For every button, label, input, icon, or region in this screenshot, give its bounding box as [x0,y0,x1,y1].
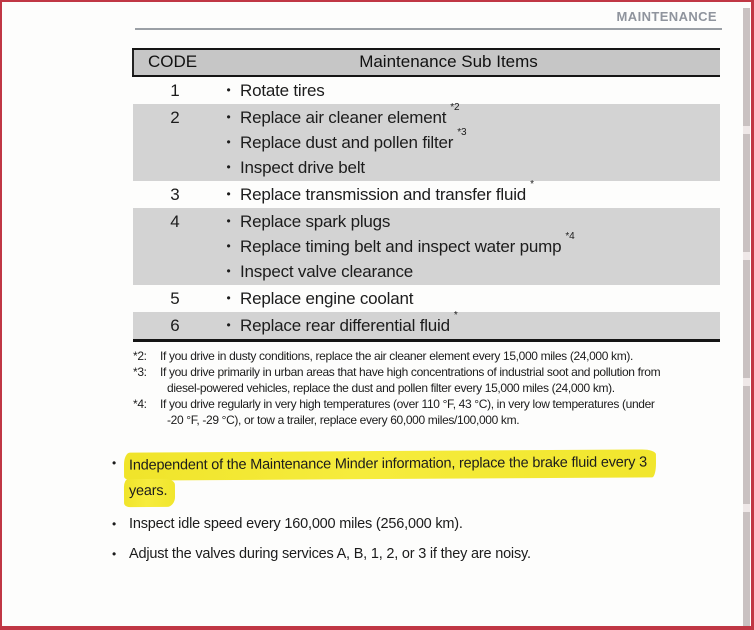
bullet-icon: • [226,291,231,305]
sub-item [217,127,720,155]
code-cell: 1 [170,81,180,100]
sub-item [217,102,720,130]
bullet-icon: • [226,135,231,149]
footnote-marker: *4 [565,231,575,242]
footnote [133,396,745,428]
code-cell: 3 [170,185,180,204]
highlight-marker: years. [124,479,175,507]
footnote-marker: *3 [457,127,467,138]
bullet-icon: • [226,239,231,253]
sub-item-label: Inspect valve clearance [240,262,414,281]
bullet-icon: • [226,214,231,228]
table-row [133,76,720,104]
items-cell [217,76,720,104]
footnote-label: *3: [133,365,147,379]
table-row [133,285,720,312]
sub-item-label: Replace engine coolant [240,289,414,308]
items-cell [217,181,720,208]
sub-item [217,78,720,103]
sub-item [217,209,720,234]
sub-item [217,310,720,338]
bullet-icon: • [226,110,231,124]
footnote-text [160,396,745,428]
sub-item-label: Replace spark plugs [240,212,391,231]
footnote-line: -20 °F, -29 °C), or tow a trailer, replace every 60,000 miles/100,000 km. [167,413,520,427]
footnote-marker: *2 [450,102,460,113]
bullet-icon: • [226,83,231,97]
items-cell [217,312,720,341]
footnote [133,364,745,396]
highlight-marker: Independent of the Maintenance Minder information, replace the brake fluid every 3 [124,449,656,480]
bullet-icon: • [226,318,231,332]
sub-item [217,179,720,207]
table-row [133,104,720,181]
footnote-line: If you drive regularly in very high temperatures (over 110 °F, 43 °C), in very low temperatures (under [160,397,655,411]
footnote-text [160,348,745,364]
bullet-icon: • [112,517,117,531]
list-item-line: Inspect idle speed every 160,000 miles (256,000 km). [129,516,463,532]
bullet-icon: • [226,187,231,201]
footnote-text [160,364,745,396]
bullet-icon: • [112,456,117,470]
list-item-line [129,451,742,479]
code-cell: 5 [170,289,180,308]
page-title: MAINTENANCE [616,9,717,24]
notes-list [110,451,742,572]
footnote-line: If you drive primarily in urban areas that have high concentrations of industrial soot and pollution from [160,365,661,379]
scrollbar[interactable] [743,8,750,626]
column-header-sub-items: Maintenance Sub Items [217,49,720,76]
footnote-label: *2: [133,349,147,363]
sub-item-label: Replace rear differential fluid [240,316,450,335]
footnote [133,348,745,364]
list-item-text [129,542,742,567]
sub-item [217,286,720,311]
sub-item [217,155,720,180]
sub-item-label: Replace air cleaner element [240,108,447,127]
list-item [110,451,742,507]
list-item-text [129,451,742,507]
sub-item-label: Replace timing belt and inspect water pump [240,237,562,256]
items-cell [217,208,720,285]
bullet-icon: • [226,264,231,278]
sub-item [217,259,720,284]
code-cell: 6 [133,312,217,341]
bullet-icon: • [226,160,231,174]
footnote-label: *4: [133,397,147,411]
items-cell [217,285,720,312]
footnotes-block [133,348,745,428]
table-header-row [133,49,720,76]
sub-item-label: Rotate tires [240,81,325,100]
footnote-marker: * [530,179,534,190]
footnote-marker: * [453,310,458,321]
code-cell: 2 [133,104,217,181]
sub-item-label: Inspect drive belt [240,158,365,177]
column-header-code: CODE [133,49,217,76]
footnote-line: diesel-powered vehicles, replace the dust and pollen filter every 15,000 miles (24,000 km). [167,381,615,395]
footnote-line: If you drive in dusty conditions, replace the air cleaner element every 15,000 miles (24,000 km). [160,349,633,363]
table-row [133,312,720,341]
bullet-icon: • [112,547,117,561]
items-cell [217,104,720,181]
list-item [110,542,742,567]
list-item-line: Adjust the valves during services A, B, 1, 2, or 3 if they are noisy. [129,546,531,562]
maintenance-sub-items-table [132,48,720,342]
table-row [133,181,720,208]
header-rule [135,28,722,30]
code-cell: 4 [133,208,217,285]
list-item [110,512,742,537]
sub-item-label: Replace dust and pollen filter [240,133,454,152]
list-item-text [129,512,742,537]
list-item-line [129,479,742,507]
sub-item-label: Replace transmission and transfer fluid [240,185,527,204]
sub-item [217,231,720,259]
table-row [133,208,720,285]
